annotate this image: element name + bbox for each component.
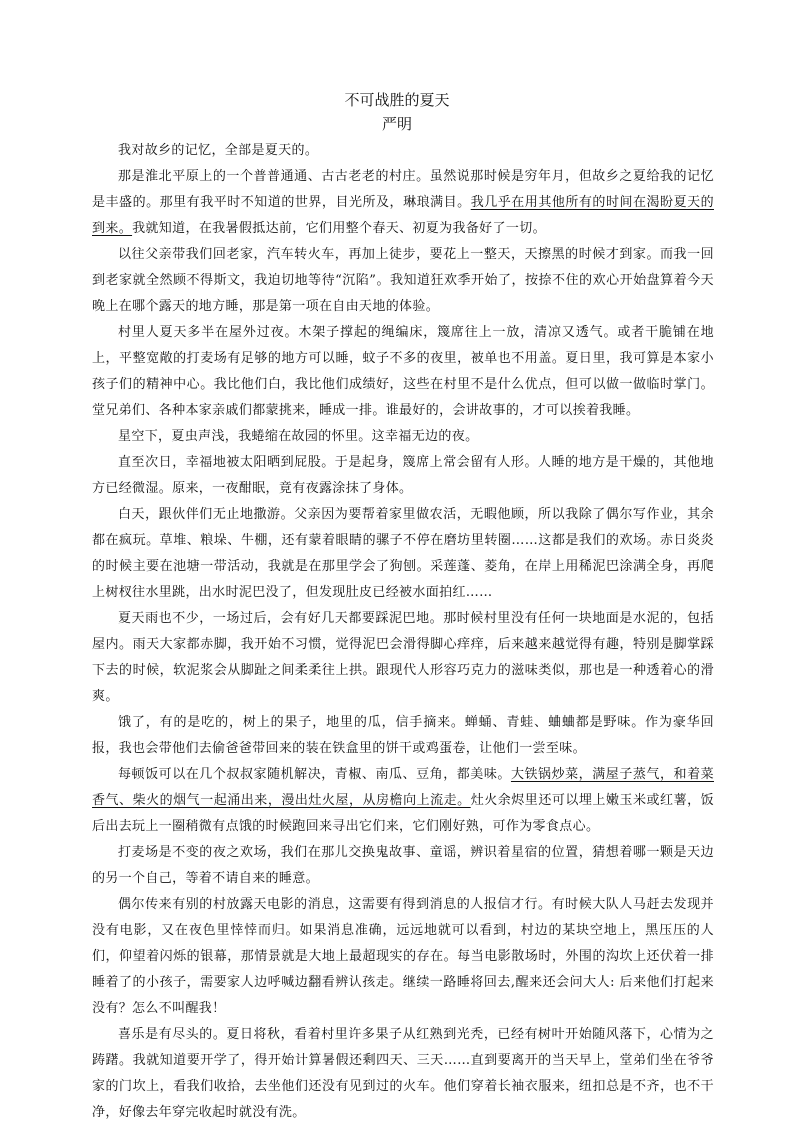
paragraph-text: 以往父亲带我们回老家，汽车转火车，再加上徒步，要花上一整天，天擦黑的时候才到家。而我一回到老家就全然顾不得斯文，我迫切地等待“沉陷”。我知道狂欢季开始了，按捺不住的欢心开始盘算着今天晚上在哪个露天的地方睡，那是第一项在自由天地的体验。: [92, 247, 714, 314]
paragraph: [92, 164, 714, 242]
paragraph: [92, 1022, 714, 1126]
paragraph: [92, 320, 714, 424]
paragraph: [92, 606, 714, 710]
paragraph-text: 村里人夏天多半在屋外过夜。木架子撑起的绳编床，篾席往上一放，清凉又透气。或者干脆铺在地上，平整宽敞的打麦场有足够的地方可以睡，蚊子不多的夜里，被单也不用盖。夏日里，我可算是本家小孩子们的精神中心。我比他们白，我比他们成绩好，这些在村里不是什么优点，但可以做一做临时掌门。堂兄弟们、各种本家亲戚们都蒙挑来，睡成一排。谁最好的，会讲故事的，才可以挨着我睡。: [92, 325, 714, 418]
paragraph-text: 直至次日，幸福地被太阳晒到屁股。于是起身，篾席上常会留有人形。人睡的地方是干燥的，其他地方已经微湿。原来，一夜酣眠，竟有夜露涂抹了身体。: [92, 455, 714, 496]
paragraph-text: 每顿饭可以在几个叔叔家随机解决，青椒、南瓜、豆角，都美味。: [118, 767, 511, 782]
paragraph: [92, 138, 714, 164]
paragraph: [92, 840, 714, 892]
paragraph-text: 白天，跟伙伴们无止地撒游。父亲因为要帮着家里做农活，无暇他顾，所以我除了偶尔写作业，其余都在疯玩。草堆、粮垛、牛棚，还有蒙着眼睛的骡子不停在磨坊里转圈……这都是我们的欢场。赤日炎炎的时候主要在池塘一带活动，我就是在那里学会了狗刨。采莲蓬、菱角，在岸上用稀泥巴涂满全身，再爬上树杈往水里跳，出水时泥巴没了，但发现肚皮已经被水面拍红……: [92, 507, 714, 600]
paragraph-text: 那是淮北平原上的一个普普通通、古古老老的村庄。虽然说那时候是穷年月，但故乡之夏给我的记忆是丰盛的。那里有我平时不知道的世界，目光所及，琳琅满目。: [92, 169, 714, 210]
paragraph: [92, 450, 714, 502]
paragraph-text: 偶尔传来有别的村放露天电影的消息，这需要有得到消息的人报信才行。有时候大队人马赶去发现并没有电影，又在夜色里悻悻而归。如果消息准确，远远地就可以看到，村边的某块空地上，黑压压的人们，仰望着闪烁的银幕，那情景就是大地上最超现实的存在。每当电影散场时，外围的沟坎上还伏着一排睡着了的小孩子，需要家人边呼喊边翻看辨认孩走。继续一路睡将回去,醒来还会问大人: 后来他们打起来没有？怎么不叫醒我！: [92, 897, 714, 1016]
paragraph-text: 星空下，夏虫声浅，我蜷缩在故园的怀里。这幸福无边的夜。: [118, 429, 479, 444]
paragraph: [92, 242, 714, 320]
essay-body: [92, 138, 714, 1126]
paragraph-text: 灶火余烬里还可以埋上嫩玉米或红薯，饭后出去玩上一圈稍微有点饿的时候跑回来寻出它们来，它们刚好熟，可作为零食点心。: [92, 793, 714, 834]
paragraph: [92, 762, 714, 840]
paragraph-text: 我对故乡的记忆，全部是夏天的。: [118, 143, 319, 158]
paragraph-text: 我就知道，在我暑假抵达前，它们用整个春天、初夏为我备好了一切。: [132, 221, 546, 236]
paragraph-text: 夏天雨也不少，一场过后，会有好几天都要踩泥巴地。那时候村里没有任何一块地面是水泥的，包括屋内。雨天大家都赤脚，我开始不习惯，觉得泥巴会滑得脚心痒痒，后来越来越觉得有趣，特别是脚掌踩下去的时候，软泥浆会从脚趾之间柔柔往上拱。跟现代人形容巧克力的滋味类似，那也是一种透着心的滑爽。: [92, 611, 714, 704]
underlined-sentence: 我几乎在用其他所有的时间在渴盼夏天的到来。: [92, 195, 714, 236]
paragraph: [92, 502, 714, 606]
paragraph-text: 饿了，有的是吃的，树上的果子，地里的瓜，信手摘来。蝉蛹、青蛙、蛐蛐都是野味。作为豪华回报，我也会带他们去偷爸爸带回来的装在铁盒里的饼干或鸡蛋卷，让他们一尝至味。: [92, 715, 714, 756]
essay-author: 严明: [381, 116, 412, 133]
paragraph: [92, 710, 714, 762]
paragraph: [92, 892, 714, 1022]
paragraph: [92, 424, 714, 450]
paragraph-text: 打麦场是不变的夜之欢场，我们在那儿交换鬼故事、童谣，辨识着星宿的位置，猜想着哪一颗是天边的另一个自己，等着不请自来的睡意。: [92, 845, 714, 886]
essay-title: 不可战胜的夏天: [344, 92, 450, 109]
paragraph-text: 喜乐是有尽头的。夏日将秋，看着村里许多果子从红熟到光秃，已经有树叶开始随风落下，心情为之踌躇。我就知道要开学了，得开始计算暑假还剩四天、三天……直到要离开的当天早上，堂弟们坐在爷爷家的门坎上，看我们收拾，去坐他们还没有见到过的火车。他们穿着长袖衣服来，纽扣总是不齐，也不干净，好像去年穿完收起时就没有洗。: [92, 1027, 714, 1120]
underlined-sentence: 大铁锅炒菜，满屋子蒸气，和着菜香气、柴火的烟气一起涌出来，漫出灶火屋，从房檐向上流走。: [92, 767, 714, 808]
